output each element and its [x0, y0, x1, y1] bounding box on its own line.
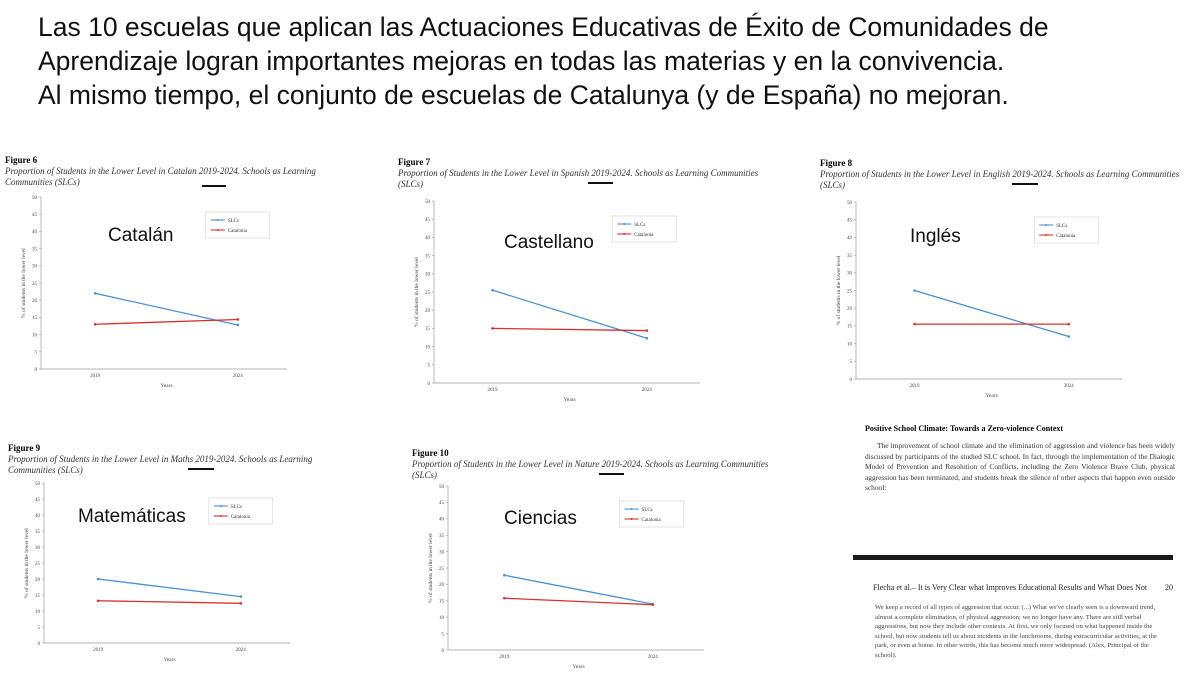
y-tick-label: 25: [425, 290, 430, 296]
figure-7-chart: [398, 197, 708, 407]
figure-7-underline: [588, 182, 613, 184]
excerpt-heading: Positive School Climate: Towards a Zero-violence Context: [865, 424, 1064, 433]
x-axis-label: Years: [563, 397, 576, 403]
y-tick-label: 25: [439, 566, 444, 572]
y-tick-label: 30: [425, 272, 430, 278]
data-point-catalonia: [913, 323, 916, 326]
y-tick-label: 5: [849, 360, 852, 366]
y-tick-label: 0: [849, 377, 852, 383]
figure-7-panel: [398, 157, 778, 407]
y-tick-label: 45: [425, 218, 430, 223]
y-tick-label: 5: [441, 632, 444, 638]
y-tick-label: 20: [35, 577, 40, 583]
y-tick-label: 25: [847, 289, 852, 295]
y-tick-label: 10: [35, 609, 40, 615]
data-point-slcs: [237, 324, 240, 327]
figure-9-caption: Proportion of Students in the Lower Level in Maths 2019-2024. Schools as Learning Communities (SLCs): [8, 454, 313, 475]
page-divider-bar: [853, 555, 1173, 560]
legend-marker-slcs: [1045, 224, 1047, 226]
figure-10-underline: [599, 473, 624, 475]
figure-6-underline: [202, 185, 226, 187]
figure-8-underline: [1012, 183, 1038, 185]
y-tick-label: 50: [425, 199, 430, 205]
figure-7-caption: Proportion of Students in the Lower Level in Spanish 2019-2024. Schools as Learning Communities (SLCs): [398, 168, 759, 189]
y-tick-label: 0: [427, 381, 430, 387]
y-tick-label: 25: [32, 281, 37, 287]
y-tick-label: 15: [425, 327, 430, 333]
y-tick-label: 35: [847, 253, 852, 259]
legend-marker-slcs: [220, 505, 222, 507]
data-point-slcs: [491, 289, 494, 292]
y-tick-label: 10: [847, 342, 852, 348]
y-tick-label: 30: [32, 264, 37, 270]
x-tick-label: 2019: [499, 655, 510, 660]
y-tick-label: 40: [439, 517, 444, 523]
y-tick-label: 40: [32, 230, 37, 236]
paper-excerpt: [848, 420, 1178, 665]
y-tick-label: 20: [425, 309, 430, 314]
y-axis-label: % of students in the lower level: [24, 528, 30, 598]
figure-7-number: Figure 7: [398, 157, 431, 167]
y-axis-label: % of students in the lower level: [428, 533, 434, 603]
x-tick-label: 2024: [235, 648, 246, 653]
y-tick-label: 50: [35, 481, 40, 487]
legend-box: [620, 501, 684, 527]
x-tick-label: 2019: [90, 374, 101, 379]
data-point-catalonia: [97, 599, 100, 602]
y-tick-label: 25: [35, 561, 40, 567]
data-point-slcs: [94, 292, 97, 295]
figure-8-panel: [820, 158, 1190, 403]
data-point-slcs: [240, 595, 243, 598]
x-tick-label: 2024: [1063, 384, 1074, 389]
legend-label-slcs: SLCs: [634, 222, 646, 228]
y-tick-label: 35: [35, 529, 40, 535]
y-tick-label: 50: [439, 484, 444, 490]
y-axis-label: % of students in the lower level: [21, 248, 27, 318]
data-point-catalonia: [646, 329, 649, 332]
figure-6-subject-label: Catalán: [108, 225, 174, 246]
heading-line-2: Aprendizaje logran importantes mejoras en todas las materias y en la convivencia.: [38, 46, 1005, 76]
running-head-text: Flecha et al.– It is Very Clear what Improves Educational Results and What Does Not: [873, 583, 1148, 592]
x-axis-label: Years: [572, 664, 585, 670]
figure-6-caption: Proportion of Students in the Lower Level in Catalan 2019-2024. Schools as Learning Communities (SLCs): [5, 166, 316, 187]
figure-9-number: Figure 9: [8, 443, 41, 453]
legend-marker-slcs: [631, 508, 633, 510]
figure-9-underline: [188, 468, 214, 470]
figure-7-subject-label: Castellano: [504, 232, 594, 253]
legend-marker-catalonia: [631, 518, 633, 520]
data-point-catalonia: [491, 327, 494, 330]
data-point-slcs: [97, 578, 100, 581]
heading-line-3: Al mismo tiempo, el conjunto de escuelas de Catalunya (y de España) no mejoran.: [38, 80, 1009, 110]
legend-box: [206, 212, 270, 238]
y-tick-label: 0: [441, 648, 444, 654]
figure-6-panel: [5, 155, 375, 395]
data-point-catalonia: [652, 603, 655, 606]
data-point-catalonia: [240, 602, 243, 605]
series-line-catalonia: [98, 601, 241, 604]
x-tick-label: 2019: [487, 388, 498, 393]
x-axis-label: Years: [985, 393, 998, 399]
y-tick-label: 5: [427, 363, 430, 369]
figure-9-subject-label: Matemáticas: [78, 506, 186, 527]
legend-label-slcs: SLCs: [230, 504, 242, 510]
x-tick-label: 2019: [93, 648, 104, 653]
y-tick-label: 30: [35, 545, 40, 551]
y-tick-label: 0: [34, 367, 37, 373]
y-tick-label: 20: [847, 307, 852, 312]
data-point-slcs: [913, 289, 916, 292]
legend-label-catalonia: Catalonia: [227, 228, 247, 234]
y-tick-label: 35: [425, 254, 430, 260]
figure-8-subject-label: Inglés: [910, 226, 961, 247]
series-line-slcs: [98, 579, 241, 597]
data-point-slcs: [646, 337, 649, 340]
figure-10-number: Figure 10: [412, 448, 449, 458]
legend-marker-catalonia: [1045, 234, 1047, 236]
excerpt-quote: We keep a record of all types of aggression that occur. (...) What we've clearly seen is a downward trend, almost a complete elimination, of physical aggression; we no longer have any. There are still verbal aggressions, but now they include other contexts. At first, we only focused on what happened inside the school, but now students tell us about incidents in the lunchrooms, during extracurricular activities, at the park, or even at home. In other words, this has become much more widespread. (Alex, Principal of the school).: [875, 604, 1157, 659]
legend-box: [209, 498, 273, 524]
y-tick-label: 20: [32, 299, 37, 304]
y-tick-label: 10: [425, 345, 430, 351]
y-tick-label: 15: [847, 324, 852, 330]
y-tick-label: 45: [439, 501, 444, 507]
y-tick-label: 35: [32, 247, 37, 253]
running-head: [873, 583, 1173, 592]
y-tick-label: 30: [847, 271, 852, 277]
legend-label-catalonia: Catalonia: [230, 514, 250, 520]
heading-line-1: Las 10 escuelas que aplican las Actuaciones Educativas de Éxito de Comunidades de: [38, 12, 1049, 42]
legend-label-catalonia: Catalonia: [634, 232, 654, 238]
legend-box: [1034, 217, 1098, 243]
y-tick-label: 40: [35, 513, 40, 519]
legend-marker-slcs: [623, 223, 625, 225]
y-tick-label: 50: [32, 195, 37, 201]
series-line-catalonia: [493, 328, 647, 330]
figure-6-number: Figure 6: [5, 155, 38, 165]
y-axis-label: % of students in the lower level: [836, 255, 842, 326]
data-point-slcs: [503, 574, 506, 577]
data-point-catalonia: [237, 318, 240, 321]
x-tick-label: 2024: [647, 655, 658, 660]
y-tick-label: 45: [35, 497, 40, 503]
y-tick-label: 30: [439, 550, 444, 556]
legend-marker-slcs: [217, 219, 219, 221]
data-point-catalonia: [1068, 323, 1071, 326]
series-line-slcs: [915, 291, 1069, 337]
y-tick-label: 15: [32, 316, 37, 322]
legend-marker-catalonia: [623, 233, 625, 235]
y-tick-label: 5: [37, 625, 40, 631]
y-tick-label: 45: [32, 213, 37, 218]
legend-box: [612, 216, 676, 242]
figure-8-chart: [820, 198, 1130, 403]
y-tick-label: 45: [847, 218, 852, 224]
legend-label-catalonia: Catalonia: [641, 517, 661, 523]
legend-label-slcs: SLCs: [227, 218, 239, 224]
y-tick-label: 10: [439, 616, 444, 621]
x-axis-label: Years: [163, 657, 176, 663]
y-tick-label: 50: [847, 200, 852, 206]
y-tick-label: 35: [439, 534, 444, 539]
slide-heading: [38, 10, 1188, 112]
series-line-catalonia: [95, 319, 238, 324]
x-tick-label: 2024: [232, 374, 243, 379]
data-point-catalonia: [94, 323, 97, 326]
data-point-catalonia: [503, 597, 506, 600]
series-line-slcs: [493, 290, 647, 338]
legend-marker-catalonia: [220, 515, 222, 517]
x-tick-label: 2019: [909, 384, 920, 389]
figure-6-chart: [5, 193, 295, 393]
y-tick-label: 15: [35, 593, 40, 599]
figure-10-caption: Proportion of Students in the Lower Level in Nature 2019-2024. Schools as Learning Communities (SLCs): [412, 459, 769, 480]
data-point-slcs: [1068, 335, 1071, 338]
y-tick-label: 5: [34, 350, 37, 356]
page-number: 20: [1165, 583, 1173, 592]
legend-marker-catalonia: [217, 229, 219, 231]
figure-10-subject-label: Ciencias: [504, 508, 577, 529]
y-tick-label: 10: [32, 333, 37, 339]
y-axis-label: % of students in the lower level: [414, 257, 420, 327]
y-tick-label: 0: [37, 641, 40, 647]
legend-label-slcs: SLCs: [1056, 223, 1068, 229]
figure-8-number: Figure 8: [820, 158, 853, 168]
figure-8-caption: Proportion of Students in the Lower Level in English 2019-2024. Schools as Learning Communities (SLCs): [820, 169, 1180, 190]
y-tick-label: 20: [439, 583, 444, 589]
x-tick-label: 2024: [641, 388, 652, 393]
legend-label-catalonia: Catalonia: [1056, 233, 1076, 239]
excerpt-paragraph: The improvement of school climate and the elimination of aggression and violence has been widely discussed by participants of the studied SLC school. In fact, through the implementation of the Dialogic Model of Prevention and Resolution of Conflicts, including the Zero Violence Brave Club, physical aggression has been terminated, and students break the silence of other aspects that happen even outside school:: [865, 441, 1175, 492]
legend-label-slcs: SLCs: [641, 507, 653, 513]
figure-10-panel: [412, 448, 812, 673]
x-axis-label: Years: [160, 383, 173, 389]
y-tick-label: 15: [439, 599, 444, 605]
y-tick-label: 40: [425, 236, 430, 242]
figure-9-panel: [8, 443, 378, 671]
y-tick-label: 40: [847, 236, 852, 242]
